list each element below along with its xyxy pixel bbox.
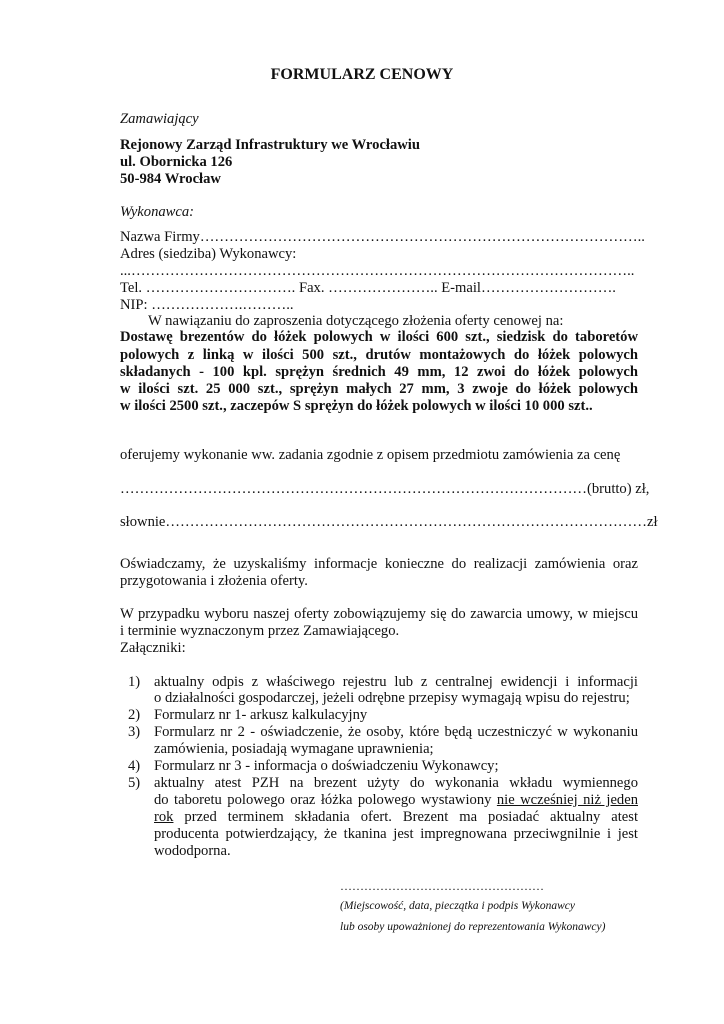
ordering-party-city: 50-984 Wrocław (120, 171, 221, 187)
intro-text: W nawiązaniu do zaproszenia dotyczącego złożenia oferty cenowej na: (148, 313, 564, 329)
attachment-number: 5) (128, 775, 141, 791)
attachment-text (154, 809, 638, 826)
subject-line: w ilości 2500 szt., zaczepów S sprężyn do łóżek polowych w ilości 10 000 szt.. (120, 398, 593, 414)
attachment-text: zamówienia, posiadają wymagane uprawnienia; (154, 741, 434, 757)
price-field[interactable]: ……………………………………………………………………………………(brutto) zł, (120, 481, 650, 497)
address-field[interactable]: ...………………………………………………………………………………………….. (120, 263, 635, 279)
signature-line[interactable]: …………………………………………… (340, 879, 544, 893)
signature-caption: lub osoby upoważnionej do reprezentowania Wykonawcy) (340, 921, 606, 933)
attachments-label: Załączniki: (120, 640, 186, 656)
attachment-text: Formularz nr 3 - informacja o doświadczeniu Wykonawcy; (154, 758, 499, 774)
attachment-text: Formularz nr 2 - oświadczenie, że osoby, które będą uczestniczyć w wykonaniu (154, 724, 638, 740)
contractor-label: Wykonawca: (120, 204, 195, 220)
company-name-field[interactable]: Nazwa Firmy……………………………………………………………………………….. (120, 229, 645, 245)
signature-caption: (Miejscowość, data, pieczątka i podpis Wykonawcy (340, 900, 575, 912)
attachment-text: producenta potwierdzający, że tkanina jest impregnowana przeciwgnilnie i jest (154, 826, 638, 842)
subject-line: składanych - 100 kpl. sprężyn średnich 49 mm, 12 zwoi do łóżek polowych (120, 364, 638, 380)
attachment-text-part: przed terminem składania ofert. Brezent ma posiadać aktualny atest (173, 809, 638, 825)
attachment-text-part: do taboretu polowego oraz łóżka polowego wystawiony (154, 792, 497, 808)
commitment-line: i terminie wyznaczonym przez Zamawiającego. (120, 623, 400, 639)
offer-text: oferujemy wykonanie ww. zadania zgodnie z opisem przedmiotu zamówienia za cenę (120, 447, 621, 463)
price-in-words-field[interactable]: słownie………………………………………………………………………………………zł (120, 514, 658, 530)
ordering-party-label: Zamawiający (120, 111, 199, 127)
attachment-text: aktualny atest PZH na brezent użyty do wykonania wkładu wymiennego (154, 775, 638, 791)
nip-field[interactable]: NIP: ……………….……….. (120, 297, 294, 313)
attachment-text: Formularz nr 1- arkusz kalkulacyjny (154, 707, 368, 723)
page-title: FORMULARZ CENOWY (270, 66, 454, 83)
declaration-line: przygotowania i złożenia oferty. (120, 573, 308, 589)
underlined-text: nie wcześniej niż jeden (496, 792, 638, 808)
underlined-text: rok (154, 809, 174, 825)
attachment-number: 4) (128, 758, 141, 774)
attachment-text: aktualny odpis z właściwego rejestru lub z centralnej ewidencji i informacji (154, 674, 638, 690)
declaration-line: Oświadczamy, że uzyskaliśmy informacje konieczne do realizacji zamówienia oraz (120, 556, 638, 572)
subject-line: Dostawę brezentów do łóżek polowych w ilości 600 szt., siedzisk do taboretów (120, 329, 638, 345)
attachment-text: wododporna. (154, 843, 231, 859)
attachment-number: 1) (128, 674, 141, 690)
subject-line: w ilości szt. 25 000 szt., sprężyn małych 27 mm, 3 zwoje do łóżek polowych (120, 381, 638, 397)
commitment-line: W przypadku wyboru naszej oferty zobowiązujemy się do zawarcia umowy, w miejscu (120, 606, 638, 622)
attachment-text (154, 792, 638, 809)
ordering-party-name: Rejonowy Zarząd Infrastruktury we Wrocławiu (120, 137, 420, 153)
attachment-number: 3) (128, 724, 141, 740)
address-label: Adres (siedziba) Wykonawcy: (120, 246, 297, 262)
attachment-text: o działalności gospodarczej, jeżeli odrębne przepisy wymagają wpisu do rejestru; (154, 690, 630, 706)
attachment-number: 2) (128, 707, 141, 723)
contact-field[interactable]: Tel. …………………………. Fax. ………………….. E-mail………………………. (120, 280, 616, 296)
subject-line: polowych z linką w ilości 500 szt., drutów montażowych do łóżek polowych (120, 347, 638, 363)
ordering-party-street: ul. Obornicka 126 (120, 154, 233, 170)
